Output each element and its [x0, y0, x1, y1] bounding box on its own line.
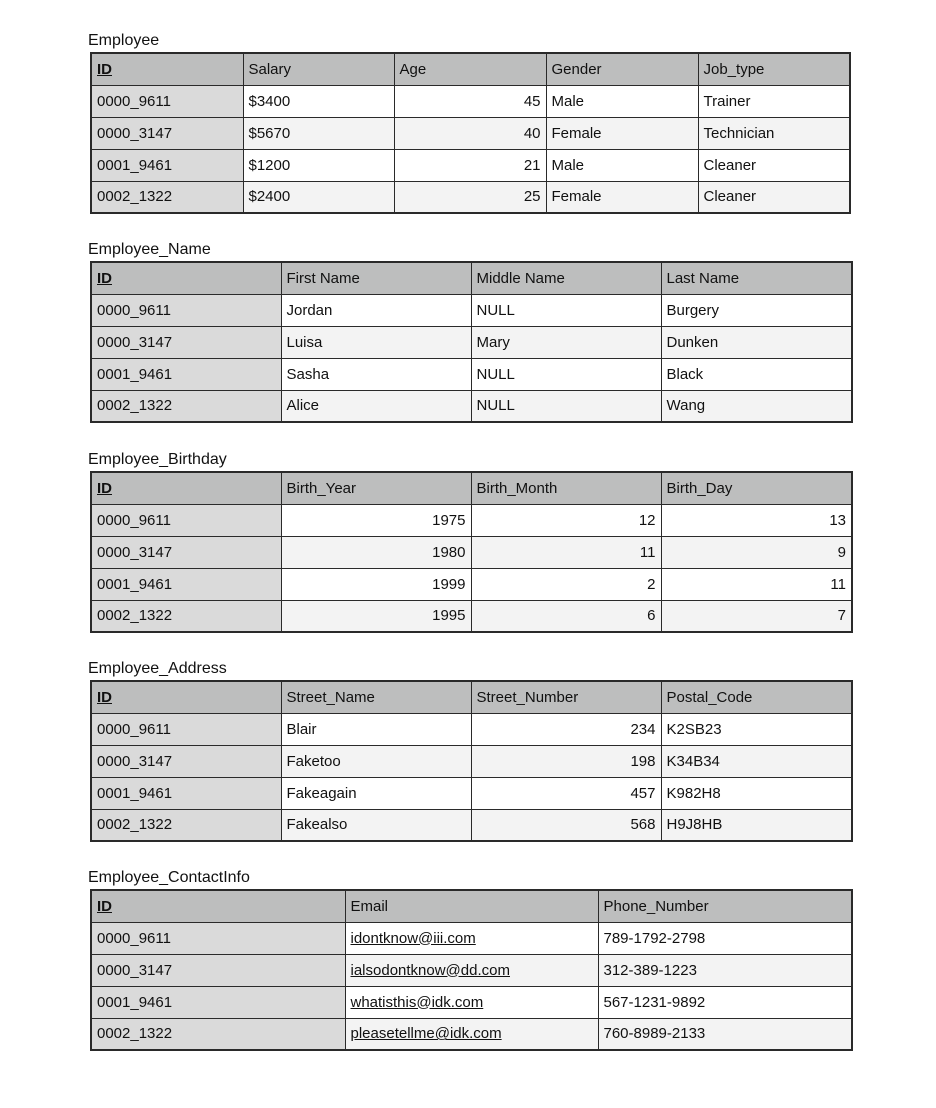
job-type-cell: Cleaner	[698, 149, 850, 181]
phone-number-cell: 760-8989-2133	[598, 1018, 852, 1050]
first-name-cell: Jordan	[281, 294, 471, 326]
column-header-id: ID	[91, 53, 243, 85]
employee-birthday-table-title: Employee_Birthday	[88, 451, 227, 468]
email-cell	[345, 986, 598, 1018]
id-cell: 0000_3147	[91, 954, 345, 986]
middle-name-cell: NULL	[471, 390, 661, 422]
email-link[interactable]: whatisthis@idk.com	[350, 993, 484, 1011]
column-header-id: ID	[91, 890, 345, 922]
email-cell	[345, 922, 598, 954]
id-cell: 0000_9611	[91, 713, 281, 745]
table-row	[91, 294, 852, 326]
email-link[interactable]: idontknow@iii.com	[350, 929, 476, 947]
id-cell: 0000_9611	[91, 85, 243, 117]
column-header-id: ID	[91, 262, 281, 294]
table-row	[91, 713, 852, 745]
id-cell: 0001_9461	[91, 358, 281, 390]
birth-day-cell: 13	[661, 504, 852, 536]
employee-table	[90, 52, 851, 214]
table-row	[91, 536, 852, 568]
table-row	[91, 568, 852, 600]
table-header-row	[91, 53, 850, 85]
column-header-salary: Salary	[243, 53, 394, 85]
id-cell: 0002_1322	[91, 390, 281, 422]
column-header-email: Email	[345, 890, 598, 922]
table-row	[91, 809, 852, 841]
age-cell: 21	[394, 149, 546, 181]
street-name-cell: Fakeagain	[281, 777, 471, 809]
gender-cell: Male	[546, 85, 698, 117]
column-header-middle-name: Middle Name	[471, 262, 661, 294]
birth-year-cell: 1999	[281, 568, 471, 600]
last-name-cell: Dunken	[661, 326, 852, 358]
id-cell: 0001_9461	[91, 777, 281, 809]
table-row	[91, 85, 850, 117]
age-cell: 40	[394, 117, 546, 149]
employee-name-table	[90, 261, 853, 423]
street-number-cell: 198	[471, 745, 661, 777]
email-cell	[345, 954, 598, 986]
job-type-cell: Cleaner	[698, 181, 850, 213]
age-cell: 45	[394, 85, 546, 117]
middle-name-cell: Mary	[471, 326, 661, 358]
table-row	[91, 922, 852, 954]
table-row	[91, 1018, 852, 1050]
employee-contactinfo-table	[90, 889, 853, 1051]
id-cell: 0000_3147	[91, 536, 281, 568]
id-cell: 0001_9461	[91, 149, 243, 181]
birth-day-cell: 9	[661, 536, 852, 568]
id-cell: 0000_9611	[91, 294, 281, 326]
first-name-cell: Alice	[281, 390, 471, 422]
middle-name-cell: NULL	[471, 294, 661, 326]
table-row	[91, 600, 852, 632]
table-header-row	[91, 890, 852, 922]
phone-number-cell: 312-389-1223	[598, 954, 852, 986]
postal-code-cell: K982H8	[661, 777, 852, 809]
column-header-id: ID	[91, 681, 281, 713]
column-header-birth-day: Birth_Day	[661, 472, 852, 504]
first-name-cell: Sasha	[281, 358, 471, 390]
id-cell: 0000_3147	[91, 745, 281, 777]
salary-cell: $5670	[243, 117, 394, 149]
first-name-cell: Luisa	[281, 326, 471, 358]
employee-table-title: Employee	[88, 32, 160, 49]
table-row	[91, 777, 852, 809]
table-row	[91, 745, 852, 777]
job-type-cell: Technician	[698, 117, 850, 149]
last-name-cell: Burgery	[661, 294, 852, 326]
id-cell: 0000_3147	[91, 326, 281, 358]
table-row	[91, 390, 852, 422]
gender-cell: Female	[546, 181, 698, 213]
column-header-job-type: Job_type	[698, 53, 850, 85]
job-type-cell: Trainer	[698, 85, 850, 117]
employee-address-table-title: Employee_Address	[88, 660, 227, 677]
last-name-cell: Black	[661, 358, 852, 390]
table-header-row	[91, 262, 852, 294]
employee-contactinfo-table-title: Employee_ContactInfo	[88, 869, 250, 886]
column-header-postal-code: Postal_Code	[661, 681, 852, 713]
birth-year-cell: 1975	[281, 504, 471, 536]
street-name-cell: Faketoo	[281, 745, 471, 777]
table-row	[91, 117, 850, 149]
gender-cell: Male	[546, 149, 698, 181]
last-name-cell: Wang	[661, 390, 852, 422]
column-header-id: ID	[91, 472, 281, 504]
birth-day-cell: 11	[661, 568, 852, 600]
phone-number-cell: 789-1792-2798	[598, 922, 852, 954]
id-cell: 0000_9611	[91, 922, 345, 954]
table-row	[91, 504, 852, 536]
salary-cell: $3400	[243, 85, 394, 117]
table-row	[91, 358, 852, 390]
column-header-phone-number: Phone_Number	[598, 890, 852, 922]
employee-name-table-title: Employee_Name	[88, 241, 211, 258]
column-header-birth-month: Birth_Month	[471, 472, 661, 504]
street-name-cell: Fakealso	[281, 809, 471, 841]
column-header-first-name: First Name	[281, 262, 471, 294]
id-cell: 0001_9461	[91, 568, 281, 600]
column-header-street-number: Street_Number	[471, 681, 661, 713]
id-cell: 0000_9611	[91, 504, 281, 536]
gender-cell: Female	[546, 117, 698, 149]
phone-number-cell: 567-1231-9892	[598, 986, 852, 1018]
email-cell	[345, 1018, 598, 1050]
table-row	[91, 149, 850, 181]
employee-birthday-table	[90, 471, 853, 633]
id-cell: 0002_1322	[91, 809, 281, 841]
birth-month-cell: 2	[471, 568, 661, 600]
birth-day-cell: 7	[661, 600, 852, 632]
postal-code-cell: K2SB23	[661, 713, 852, 745]
birth-year-cell: 1995	[281, 600, 471, 632]
column-header-last-name: Last Name	[661, 262, 852, 294]
birth-year-cell: 1980	[281, 536, 471, 568]
id-cell: 0002_1322	[91, 181, 243, 213]
postal-code-cell: H9J8HB	[661, 809, 852, 841]
street-number-cell: 234	[471, 713, 661, 745]
id-cell: 0001_9461	[91, 986, 345, 1018]
email-link[interactable]: pleasetellme@idk.com	[350, 1025, 502, 1043]
age-cell: 25	[394, 181, 546, 213]
id-cell: 0002_1322	[91, 600, 281, 632]
salary-cell: $2400	[243, 181, 394, 213]
table-header-row	[91, 681, 852, 713]
id-cell: 0002_1322	[91, 1018, 345, 1050]
table-row	[91, 954, 852, 986]
middle-name-cell: NULL	[471, 358, 661, 390]
id-cell: 0000_3147	[91, 117, 243, 149]
table-row	[91, 986, 852, 1018]
table-row	[91, 326, 852, 358]
column-header-gender: Gender	[546, 53, 698, 85]
table-row	[91, 181, 850, 213]
street-name-cell: Blair	[281, 713, 471, 745]
birth-month-cell: 12	[471, 504, 661, 536]
column-header-birth-year: Birth_Year	[281, 472, 471, 504]
street-number-cell: 568	[471, 809, 661, 841]
column-header-street-name: Street_Name	[281, 681, 471, 713]
table-header-row	[91, 472, 852, 504]
employee-address-table	[90, 680, 853, 842]
birth-month-cell: 6	[471, 600, 661, 632]
postal-code-cell: K34B34	[661, 745, 852, 777]
column-header-age: Age	[394, 53, 546, 85]
salary-cell: $1200	[243, 149, 394, 181]
street-number-cell: 457	[471, 777, 661, 809]
birth-month-cell: 11	[471, 536, 661, 568]
email-link[interactable]: ialsodontknow@dd.com	[350, 961, 510, 979]
